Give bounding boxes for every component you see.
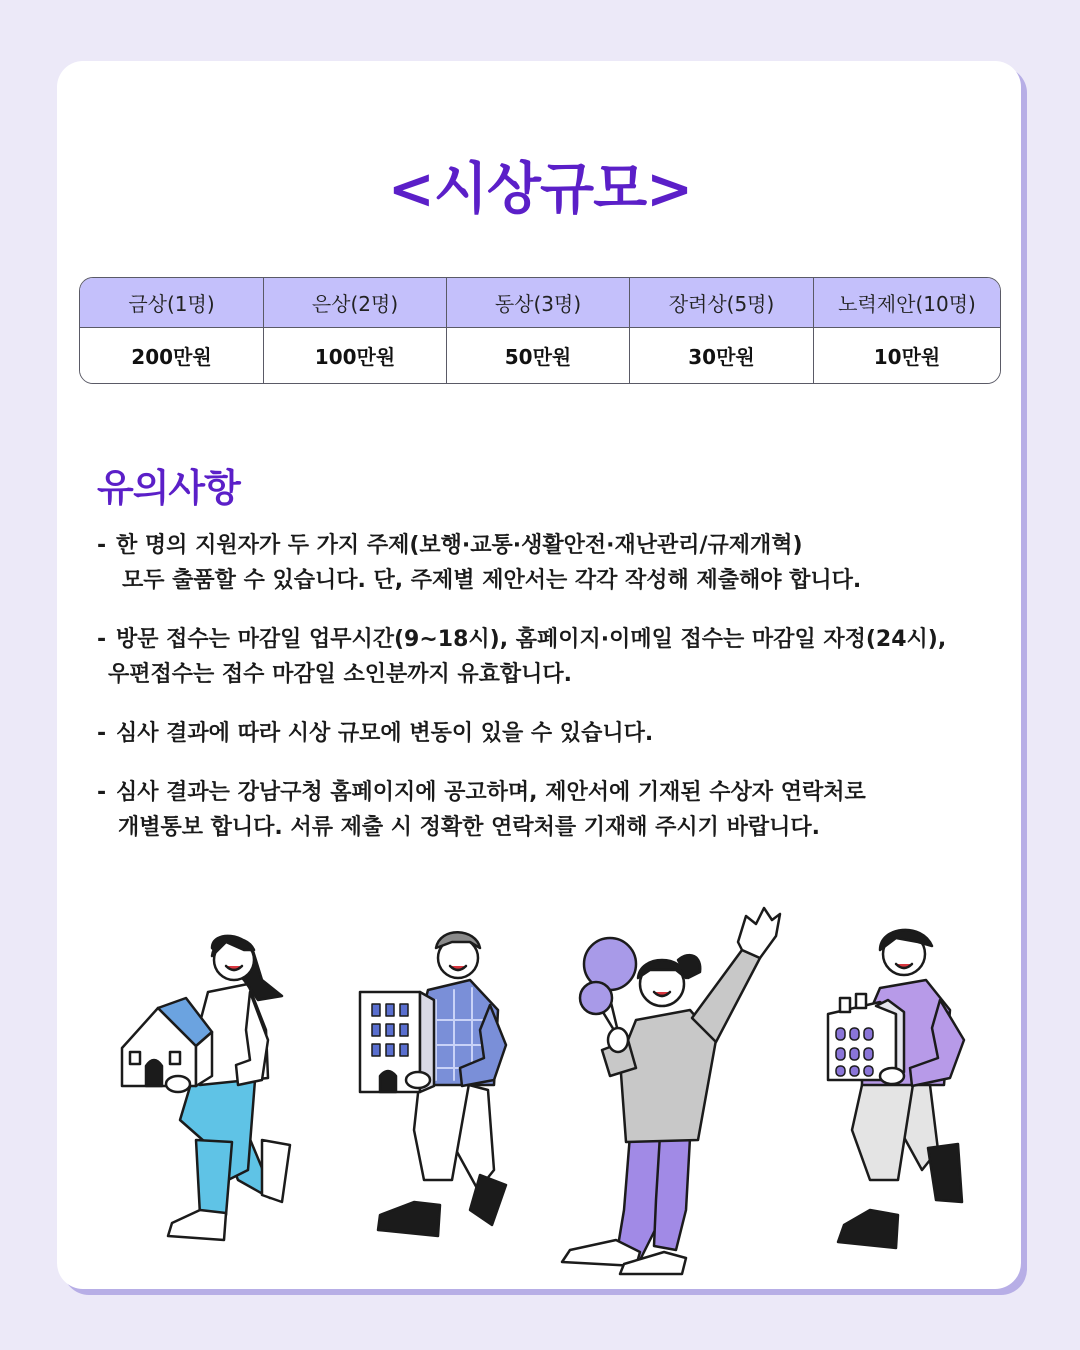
prize-amount-silver: 100만원: [264, 328, 447, 383]
prize-amount-gold: 200만원: [80, 328, 264, 383]
note-dash: -: [97, 780, 107, 805]
page-title: <시상규모>: [387, 157, 693, 222]
prize-table: [79, 277, 1001, 384]
note-dash: -: [97, 627, 107, 652]
people-illustration: [0, 880, 1080, 1280]
prize-header-silver: 은상(2명): [264, 278, 447, 328]
note-line: 우편접수는 접수 마감일 소인분까지 유효합니다.: [108, 662, 573, 687]
note-item: [97, 775, 997, 845]
note-item: [97, 716, 997, 751]
prize-header-bronze: 동상(3명): [447, 278, 630, 328]
note-line: 방문 접수는 마감일 업무시간(9~18시), 홈페이지·이메일 접수는 마감일 자정(24시),: [116, 627, 947, 652]
note-dash: -: [97, 533, 107, 558]
note-line: 심사 결과는 강남구청 홈페이지에 공고하며, 제안서에 기재된 수상자 연락처로: [116, 780, 866, 805]
man-with-building-figure: [360, 932, 506, 1236]
note-item: [97, 528, 997, 598]
notes-list: [97, 528, 997, 869]
note-dash: -: [97, 721, 107, 746]
prize-amount-encouragement: 30만원: [630, 328, 814, 383]
note-line: 개별통보 합니다. 서류 제출 시 정확한 연락처를 기재해 주시기 바랍니다.: [118, 815, 820, 840]
note-line: 모두 출품할 수 있습니다. 단, 주제별 제안서는 각각 작성해 제출해야 합니다.: [122, 568, 862, 593]
prize-header-gold: 금상(1명): [80, 278, 264, 328]
note-item: [97, 622, 997, 692]
note-line: 한 명의 지원자가 두 가지 주제(보행·교통·생활안전·재난관리/규제개혁): [116, 533, 803, 558]
woman-with-house-figure: [122, 936, 290, 1240]
prize-amount-effort: 10만원: [814, 328, 1000, 383]
prize-amount-bronze: 50만원: [447, 328, 630, 383]
prize-header-effort: 노력제안(10명): [814, 278, 1000, 328]
notes-heading: 유의사항: [97, 466, 240, 510]
prize-header-encouragement: 장려상(5명): [630, 278, 814, 328]
boy-with-building-figure: [828, 930, 964, 1248]
note-line: 심사 결과에 따라 시상 규모에 변동이 있을 수 있습니다.: [116, 721, 654, 746]
girl-waving-figure: [562, 908, 780, 1274]
